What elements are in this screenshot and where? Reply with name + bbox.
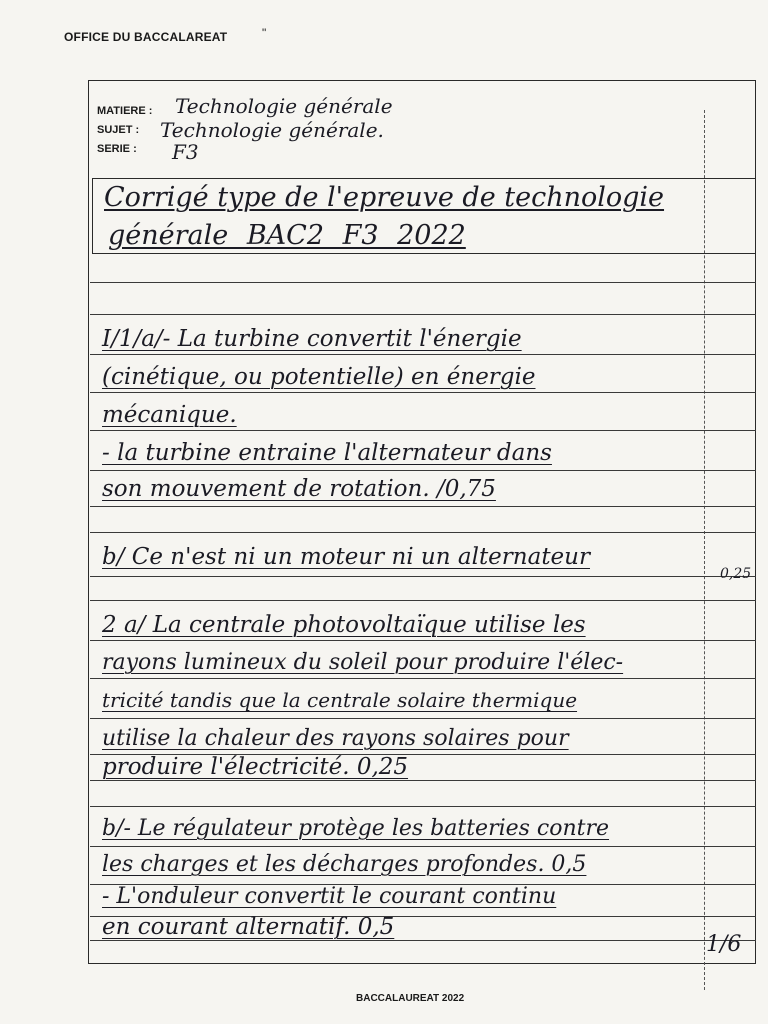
office-mark: "	[262, 26, 267, 40]
answer-line: b/ Ce n'est ni un moteur ni un alternateur	[102, 544, 590, 570]
answer-line: son mouvement de rotation. /0,75	[102, 476, 496, 502]
answer-line: utilise la chaleur des rayons solaires pour	[102, 726, 569, 751]
page-number: 1/6	[706, 932, 742, 957]
matiere-label: MATIERE :	[97, 105, 153, 117]
matiere-value: Technologie générale	[175, 94, 393, 118]
answer-line: (cinétique, ou potentielle) en énergie	[102, 364, 536, 390]
answer-line: rayons lumineux du soleil pour produire l'élec-	[102, 650, 624, 675]
answer-line: en courant alternatif. 0,5	[102, 914, 395, 940]
score-mark: 0,25	[720, 566, 752, 582]
title-line-2: générale BAC2 F3 2022	[108, 220, 466, 251]
answer-line: produire l'électricité. 0,25	[102, 754, 409, 780]
office-header: OFFICE DU BACCALAREAT	[64, 30, 228, 44]
answer-line: b/- Le régulateur protège les batteries contre	[102, 816, 610, 841]
serie-value: F3	[172, 140, 199, 164]
answer-line: I/1/a/- La turbine convertit l'énergie	[102, 326, 522, 352]
serie-label: SERIE :	[97, 143, 137, 155]
sujet-value: Technologie générale.	[160, 118, 384, 142]
footer-text: BACCALAUREAT 2022	[356, 993, 465, 1004]
answer-line: tricité tandis que la centrale solaire thermique	[102, 688, 578, 712]
answer-line: - L'onduleur convertit le courant continu	[102, 884, 557, 909]
answer-line: les charges et les décharges profondes. 0,5	[102, 852, 587, 877]
title-line-1: Corrigé type de l'epreuve de technologie	[104, 182, 665, 213]
sujet-label: SUJET :	[97, 124, 140, 136]
answer-line: mécanique.	[102, 402, 237, 428]
answer-line: - la turbine entraine l'alternateur dans	[102, 440, 552, 466]
answer-line: 2 a/ La centrale photovoltaïque utilise les	[102, 612, 586, 638]
